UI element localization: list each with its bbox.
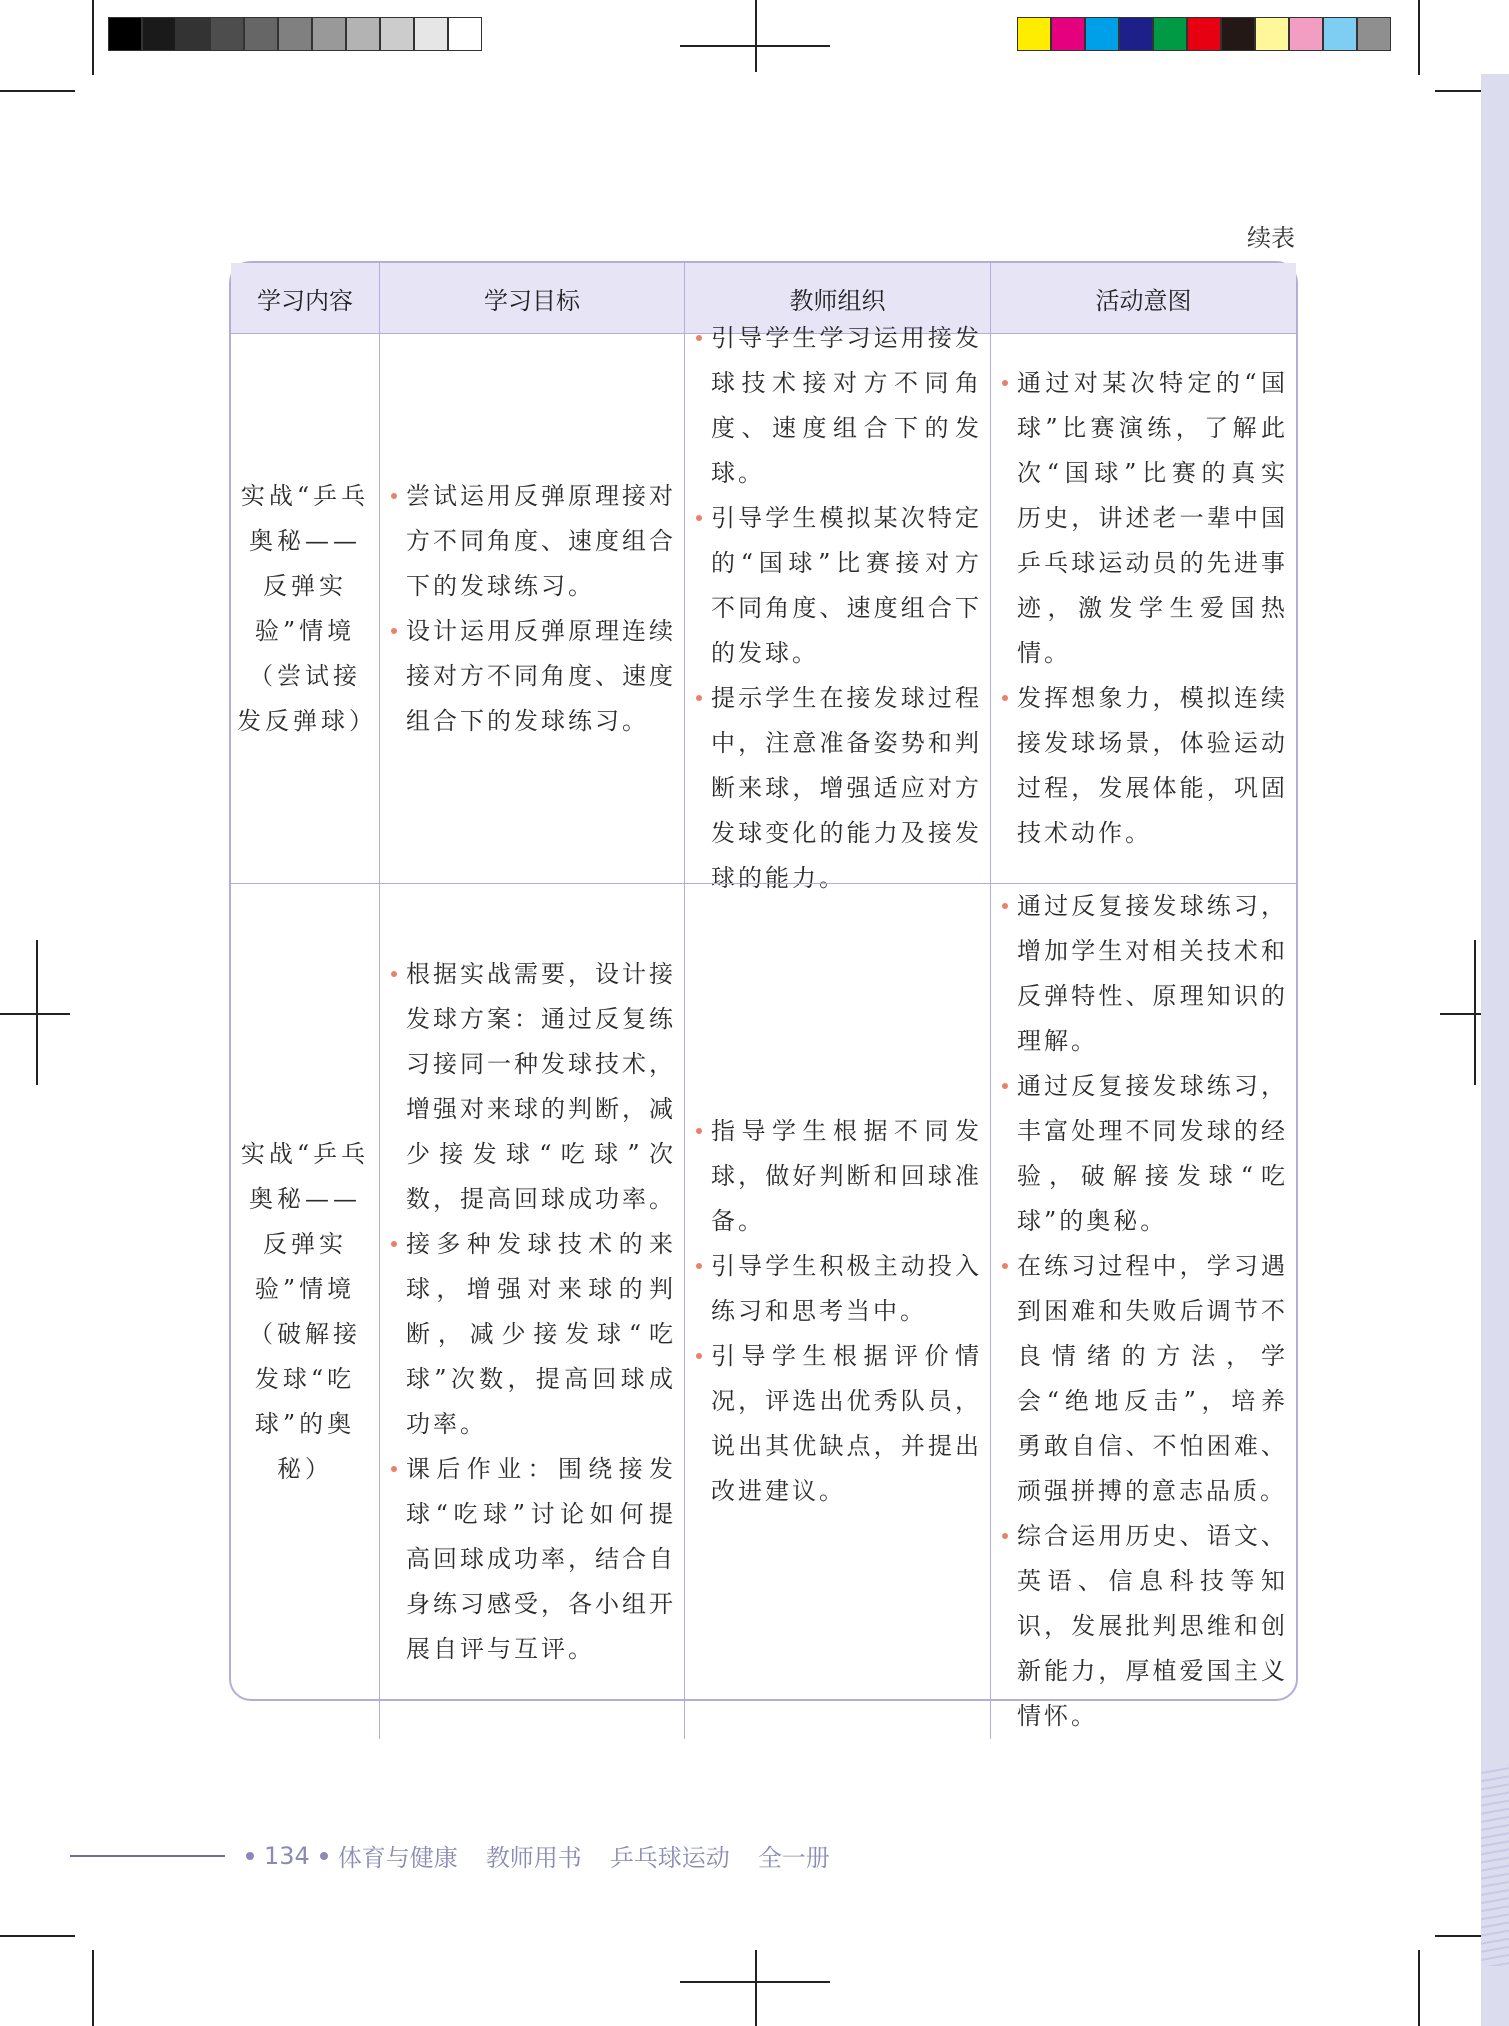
crop-mark	[1418, 0, 1420, 75]
color-swatch	[312, 17, 346, 51]
crop-mark	[36, 940, 38, 1085]
color-swatch	[1255, 17, 1289, 51]
crop-mark	[0, 1935, 75, 1937]
list-item: 在练习过程中，学习遇到困难和失败后调节不良情绪的方法，学会“绝地反击”，培养勇敢自信、不怕困难、顽强拼搏的意志品质。	[1001, 1244, 1288, 1514]
page-footer	[246, 1838, 830, 1873]
list-item: 通过反复接发球练习，丰富处理不同发球的经验，破解接发球“吃球”的奥秘。	[1001, 1064, 1288, 1244]
page-number: 134	[264, 1841, 310, 1870]
color-swatch	[1119, 17, 1153, 51]
list-item: 发挥想象力，模拟连续接发球场景，体验运动过程，发展体能，巩固技术动作。	[1001, 676, 1288, 856]
color-swatch	[414, 17, 448, 51]
header-teacher: 教师组织	[685, 263, 991, 333]
crop-mark	[92, 0, 94, 75]
list-item: 通过对某次特定的“国球”比赛演练，了解此次“国球”比赛的真实历史，讲述老一辈中国乒乓球运动员的先进事迹，激发学生爱国热情。	[1001, 361, 1288, 676]
header-content: 学习内容	[231, 263, 380, 333]
list-item: 指导学生根据不同发球，做好判断和回球准备。	[695, 1109, 982, 1244]
color-swatch	[176, 17, 210, 51]
list-item: 接多种发球技术的来球，增强对来球的判断，减少接发球“吃球”次数，提高回球成功率。	[390, 1222, 676, 1447]
table-row-1-teacher	[685, 324, 991, 892]
crop-mark	[1418, 1950, 1420, 2026]
page-edge-strip	[1481, 74, 1509, 2026]
list-item: 引导学生根据评价情况，评选出优秀队员，说出其优缺点，并提出改进建议。	[695, 1334, 982, 1514]
table-row-1-content: 实战“乒乓奥秘——反弹实验”情境（尝试接发反弹球）	[231, 333, 380, 883]
list-item: 引导学生积极主动投入练习和思考当中。	[695, 1244, 982, 1334]
color-swatch	[1357, 17, 1391, 51]
color-swatch	[1153, 17, 1187, 51]
crop-mark	[0, 90, 75, 92]
table-row-2-content: 实战“乒乓奥秘——反弹实验”情境（破解接发球“吃球”的奥秘）	[231, 883, 380, 1739]
color-swatch	[1323, 17, 1357, 51]
color-swatch	[278, 17, 312, 51]
book-type: 教师用书	[485, 1844, 582, 1872]
table-row-2-teacher	[685, 883, 991, 1739]
color-swatch	[210, 17, 244, 51]
header-goals: 学习目标	[380, 263, 685, 333]
list-item: 尝试运用反弹原理接对方不同角度、速度组合下的发球练习。	[390, 474, 676, 609]
color-swatch	[346, 17, 380, 51]
list-item: 引导学生学习运用接发球技术接对方不同角度、速度组合下的发球。	[695, 316, 982, 496]
color-swatch	[380, 17, 414, 51]
volume: 全一册	[757, 1844, 830, 1872]
color-swatch	[448, 17, 482, 51]
color-swatch	[244, 17, 278, 51]
subject: 乒乓球运动	[609, 1844, 730, 1872]
footer-dot	[246, 1852, 254, 1860]
color-swatch	[142, 17, 176, 51]
list-item: 根据实战需要，设计接发球方案：通过反复练习接同一种发球技术，增强对来球的判断，减少接发球“吃球”次数，提高回球成功率。	[390, 952, 676, 1222]
color-swatch	[1221, 17, 1255, 51]
color-swatch	[1085, 17, 1119, 51]
footer-rule	[70, 1855, 225, 1857]
footer-dot	[320, 1852, 328, 1860]
crop-mark	[0, 1013, 70, 1015]
continued-label: 续表	[1247, 224, 1295, 252]
color-calibration-bar	[1017, 17, 1391, 53]
table-row-1-goals	[380, 333, 685, 883]
table-row-2-intent	[991, 883, 1296, 1739]
lesson-table	[229, 261, 1298, 1730]
list-item: 通过反复接发球练习，增加学生对相关技术和反弹特性、原理知识的理解。	[1001, 884, 1288, 1064]
list-item: 综合运用历史、语文、英语、信息科技等知识，发展批判思维和创新能力，厚植爱国主义情怀。	[1001, 1514, 1288, 1739]
list-item: 提示学生在接发球过程中，注意准备姿势和判断来球，增强适应对方发球变化的能力及接发球的能力。	[695, 676, 982, 901]
gray-calibration-bar	[108, 17, 482, 53]
table-row-2-goals	[380, 883, 685, 1739]
crop-mark	[1474, 940, 1476, 1085]
color-swatch	[1017, 17, 1051, 51]
list-item: 引导学生模拟某次特定的“国球”比赛接对方不同角度、速度组合下的发球。	[695, 496, 982, 676]
crop-mark	[755, 1950, 757, 2026]
book-title: 体育与健康	[337, 1844, 458, 1872]
crop-mark	[92, 1950, 94, 2026]
table-row-1-intent	[991, 333, 1296, 883]
color-swatch	[108, 17, 142, 51]
header-intent: 活动意图	[991, 263, 1296, 333]
list-item: 课后作业：围绕接发球“吃球”讨论如何提高回球成功率，结合自身练习感受，各小组开展自评与互评。	[390, 1447, 676, 1672]
list-item: 设计运用反弹原理连续接对方不同角度、速度组合下的发球练习。	[390, 609, 676, 744]
color-swatch	[1289, 17, 1323, 51]
crop-mark	[755, 0, 757, 72]
color-swatch	[1187, 17, 1221, 51]
color-swatch	[1051, 17, 1085, 51]
